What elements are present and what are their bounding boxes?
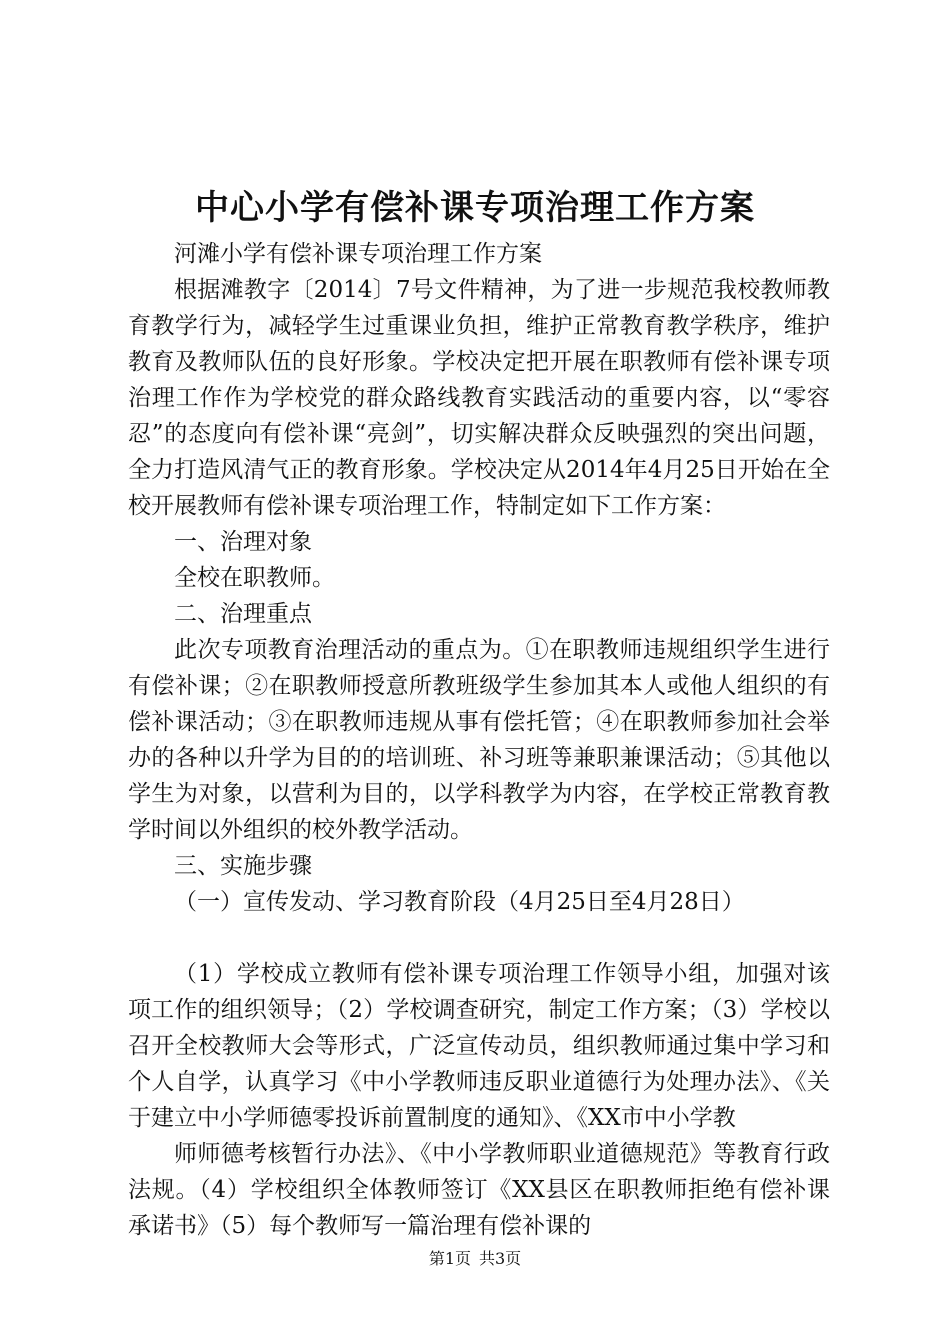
section-content-1: 全校在职教师。: [174, 565, 335, 591]
subtitle-paragraph: 河滩小学有偿补课专项治理工作方案: [174, 241, 542, 267]
intro-paragraph: 根据滩教字〔2014〕7号文件精神，为了进一步规范我校教师教育教学行为，减轻学生过重课业负担，维护正常教育教学秩序，维护教育及教师队伍的良好形象。学校决定把开展在职教师有偿补课专项治理工作作为学校党的群众路线教育实践活动的重要内容，以“零容忍”的态度向有偿补课“亮剑”，切实解决群众反映强烈的突出问题，全力打造风清气正的教育形象。学校决定从2014年4月25日开始在全校开展教师有偿补课专项治理工作，特制定如下工作方案：: [128, 277, 830, 519]
stage-content-1-continued: 师师德考核暂行办法》、《中小学教师职业道德规范》等教育行政法规。（4）学校组织全体教师签订《XX县区在职教师拒绝有偿补课承诺书》（5）每个教师写一篇治理有偿补课的: [128, 1141, 830, 1239]
stage-heading-1: （一）宣传发动、学习教育阶段（4月25日至4月28日）: [174, 889, 745, 915]
section-heading-3: 三、实施步骤: [174, 853, 312, 879]
section-heading-1: 一、治理对象: [174, 529, 312, 555]
page-footer: [0, 1248, 950, 1270]
stage-content-1: （1）学校成立教师有偿补课专项治理工作领导小组，加强对该项工作的组织领导；（2）学校调查研究，制定工作方案；（3）学校以召开全校教师大会等形式，广泛宣传动员，组织教师通过集中学习和个人自学，认真学习《中小学教师违反职业道德行为处理办法》、《关于建立中小学师德零投诉前置制度的通知》、《XX市中小学教: [128, 961, 830, 1131]
page-number: 第1页: [428, 1249, 471, 1268]
document-title: 中心小学有偿补课专项治理工作方案: [195, 188, 755, 228]
section-content-2: 此次专项教育治理活动的重点为。①在职教师违规组织学生进行有偿补课；②在职教师授意所教班级学生参加其本人或他人组织的有偿补课活动；③在职教师违规从事有偿托管；④在职教师参加社会举办的各种以升学为目的的培训班、补习班等兼职兼课活动；⑤其他以学生为对象，以营利为目的，以学科教学为内容，在学校正常教育教学时间以外组织的校外教学活动。: [128, 637, 830, 843]
document-body: [128, 236, 830, 1244]
page-total: 共3页: [479, 1249, 522, 1268]
section-heading-2: 二、治理重点: [174, 601, 312, 627]
